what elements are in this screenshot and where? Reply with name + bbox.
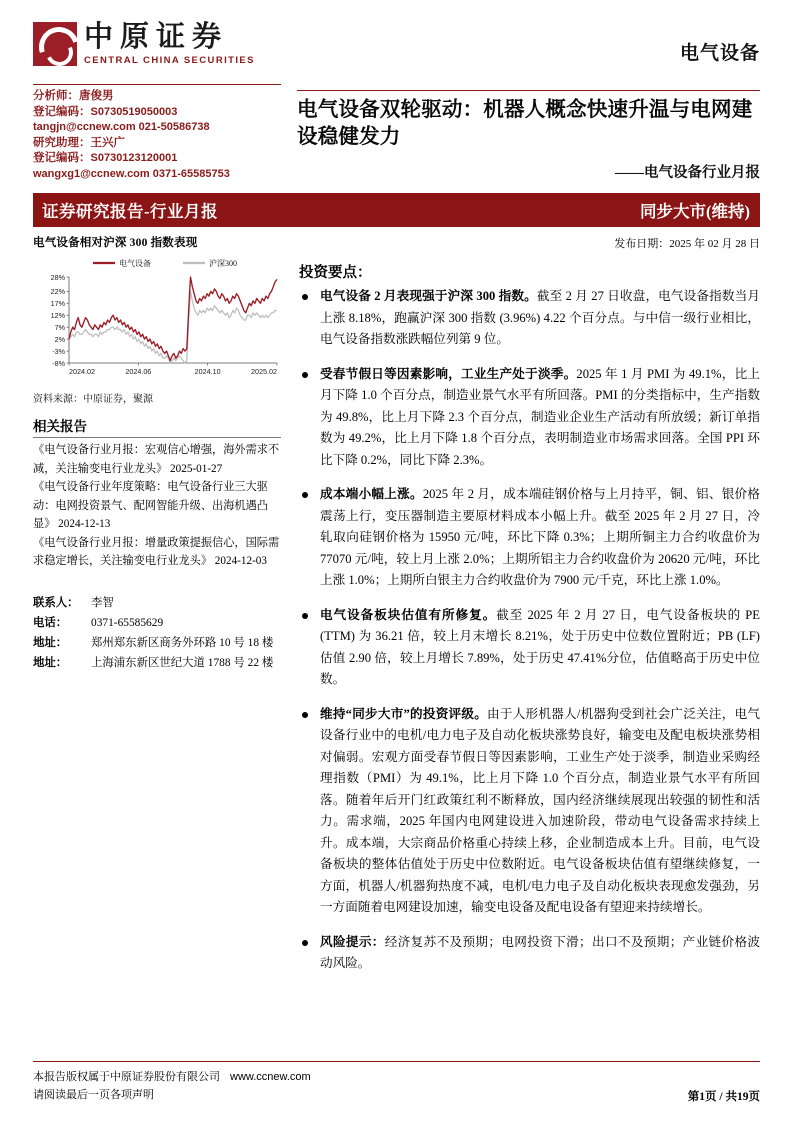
point-lead: 成本端小幅上涨。 (320, 487, 423, 501)
main-column (281, 234, 760, 988)
header-right (680, 22, 760, 65)
contact-phone-label: 电话： (33, 616, 68, 629)
point-body: 2025 年 1 月 PMI 为 49.1%，比上月下降 1.0 个百分点，制造业景气水平有所回落。PMI 的分类指标中，生产指数为 49.8%，比上月下降 2.3 个百分点，制造业企业生产活动有所放缓；新订单指数为 49.2%，比上月下降 1.8 个百分点，表明制造业市场需求回落。全国 PPI 环比下降 0.2%，同比下降 2.3%。 (320, 366, 760, 467)
contact-address2-label: 地址： (33, 656, 68, 669)
page-number: 第1页 / 共19页 (687, 1091, 760, 1103)
svg-text:22%: 22% (50, 287, 65, 297)
body-columns (33, 234, 760, 988)
contact-block (33, 593, 281, 673)
svg-text:12%: 12% (50, 311, 65, 321)
analyst-column (33, 84, 281, 182)
sidebar-column (33, 234, 281, 988)
svg-text:沪深300: 沪深300 (209, 259, 237, 268)
contact-phone-value: 0371-65585629 (91, 616, 164, 629)
svg-text:2024.10: 2024.10 (194, 367, 221, 376)
point-body: 经济复苏不及预期；电网投资下滑；出口不及预期；产业链价格波动风险。 (320, 934, 761, 970)
sector-tag: 电气设备 (679, 43, 760, 64)
point-lead: 维持“同步大市”的投资评级。 (320, 706, 488, 721)
performance-chart-svg (33, 253, 281, 383)
contact-person-row (33, 593, 281, 613)
list-item (299, 605, 760, 691)
list-item[interactable]: 《电气设备行业月报：增量政策提振信心，国际需求稳定增长，关注输变电行业龙头》 2024-12-03 (33, 536, 280, 567)
performance-chart (33, 253, 281, 388)
point-lead: 电气设备 2 月表现强于沪深 300 指数。 (320, 289, 537, 303)
page-subtitle: ——电气设备行业月报 (615, 165, 760, 181)
assistant-contact-row[interactable] (33, 167, 281, 183)
investment-points-heading: 投资要点： (299, 265, 372, 281)
list-item (299, 484, 760, 592)
analyst-name: 唐俊男 (79, 90, 114, 102)
assistant-label: 研究助理： (33, 136, 91, 149)
svg-text:2024.06: 2024.06 (125, 367, 152, 376)
analyst-contact-row[interactable] (33, 120, 281, 136)
svg-text:电气设备: 电气设备 (119, 259, 151, 268)
point-lead: 风险提示： (320, 934, 385, 949)
related-reports-list (33, 441, 281, 571)
logo-text-block (84, 20, 255, 66)
svg-text:2025.02: 2025.02 (251, 367, 277, 376)
analyst-info-block (33, 84, 281, 182)
analyst-code-value: S0730519050003 (90, 105, 178, 118)
publish-date: 发布日期：2025 年 02 月 28 日 (614, 238, 760, 250)
footer-disclaimer: 请阅读最后一页各项声明 (33, 1089, 154, 1101)
point-body: 2025 年 2 月，成本端硅钢价格与上月持平，铜、铝、银价格震荡上行，变压器制造主要原材料成本小幅上升。截至 2025 年 2 月 27 日，冷轧取向硅钢价格为 15950 元/吨，环比下降 0.3%；上期所铜主力合约收盘价为 77070 元/吨，较上月上涨 2.0%；上期所铝主力合约收盘价为 20620 元/吨，环比上涨 1.0%；上期所白银主力合约收盘价为 7900 元/千克，环比上涨 1.0%。 (320, 487, 761, 587)
list-item (299, 932, 760, 975)
banner-report-type: 证券研究报告-行业月报 (42, 202, 218, 221)
assistant-code-value: S0730123120001 (90, 152, 178, 164)
logo-swirl-icon (33, 22, 77, 66)
svg-text:7%: 7% (54, 322, 65, 332)
page-header (33, 0, 760, 84)
point-lead: 受春节假日等因素影响，工业生产处于淡季。 (320, 366, 577, 381)
svg-text:2024.02: 2024.02 (69, 367, 95, 376)
footer-copyright: 本报告版权属于中原证券股份有限公司 (33, 1071, 220, 1083)
analyst-code-label: 登记编码： (33, 105, 91, 118)
point-body: 由于人形机器人/机器狗受到社会广泛关注，电气设备行业中的电机/电力电子及自动化板块涨势良好，输变电及配电板块涨势相对偏弱。宏观方面受春节假日等因素影响，工业生产处于淡季，制造业采购经理指数（PMI）为 49.1%，比上月下降 1.0 个百分点，制造业景气水平有所回落。随着年后开门红政策红利不断释放，国内经济继续展现出较强的韧性和活力。需求端，2025 年国内电网建设进入加速阶段，带动电气设备需求持续上升。成本端，大宗商品价格重心持续上移，企业制造成本上升。目前，电气设备板块的整体估值处于历史中位数附近。电气设备板块估值有望继续修复，一方面，机器人/机器狗热度不减，电机/电力电子及自动化板块表现愈发强劲，另一方面随着电网建设加速，输变电设备及配电设备有望迎来持续增长。 (320, 706, 761, 914)
contact-address2-value: 上海浦东新区世纪大道 1788 号 22 楼 (91, 656, 274, 669)
chart-title: 电气设备相对沪深 300 指数表现 (33, 237, 198, 249)
footer-website[interactable]: www.ccnew.com (230, 1071, 311, 1083)
related-reports-divider (33, 437, 281, 438)
contact-person-value: 李智 (91, 596, 114, 609)
report-type-banner (33, 193, 760, 227)
analyst-email-phone[interactable]: tangjn@ccnew.com 021-50586738 (33, 121, 210, 133)
investment-points-list (299, 286, 760, 975)
analyst-label: 分析师： (33, 90, 79, 102)
page-footer (33, 1061, 760, 1104)
contact-address2-row (33, 653, 281, 673)
point-body: 截至 2 月 27 日收盘，电气设备指数当月上涨 8.18%，跑赢沪深 300 指数 (3.96%) 4.22 个百分点。与中信一级行业相比，电气设备指数涨跌幅位列第 9 位。 (320, 289, 761, 346)
contact-person-label: 联系人： (33, 596, 79, 609)
chart-source: 资料来源：中原证券，聚源 (33, 394, 153, 405)
list-item[interactable]: 《电气设备行业月报：宏观信心增强，海外需求不减，关注输变电行业龙头》 2025-01-27 (33, 444, 280, 475)
title-column (281, 84, 760, 182)
svg-text:17%: 17% (50, 299, 65, 309)
analyst-name-row (33, 89, 281, 105)
analyst-code-row (33, 105, 281, 121)
contact-phone-row (33, 613, 281, 633)
svg-text:-3%: -3% (52, 346, 65, 356)
assistant-code-label: 登记编码： (33, 152, 91, 164)
page-title: 电气设备双轮驱动：机器人概念快速升温与电网建设稳健发力 (297, 99, 753, 148)
footer-left (33, 1068, 311, 1104)
list-item[interactable]: 《电气设备行业年度策略：电气设备行业三大驱动：电网投资景气、配网智能升级、出海机遇凸显》 2024-12-13 (33, 481, 268, 530)
assistant-name-row (33, 136, 281, 152)
status-badge: 同步大市(维持) (640, 202, 750, 221)
company-logo (33, 22, 255, 66)
contact-address1-value: 郑州郑东新区商务外环路 10 号 18 楼 (91, 636, 274, 649)
logo-english-name: CENTRAL CHINA SECURITIES (84, 54, 255, 66)
svg-text:-8%: -8% (52, 358, 65, 368)
list-item (299, 704, 760, 919)
contact-address1-label: 地址： (33, 636, 68, 649)
contact-address1-row (33, 633, 281, 653)
assistant-email-phone[interactable]: wangxg1@ccnew.com 0371-65585753 (33, 167, 230, 180)
point-lead: 电气设备板块估值有所修复。 (320, 607, 497, 622)
assistant-name: 王兴广 (90, 136, 125, 149)
footer-inner (33, 1062, 760, 1104)
top-columns (33, 84, 760, 182)
related-reports-heading: 相关报告 (33, 419, 87, 434)
svg-text:28%: 28% (50, 272, 65, 282)
point-body: 截至 2025 年 2 月 27 日，电气设备板块的 PE (TTM) 为 36.21 倍，较上月末增长 8.21%，处于历史中位数位置附近；PB (LF) 估值 2.90 倍，较上月增长 7.89%，处于历史 47.41%分位，估值略高于历史中位数。 (320, 607, 761, 686)
list-item (299, 364, 760, 472)
logo-chinese-name: 中原证券 (84, 20, 229, 53)
assistant-code-row (33, 151, 281, 167)
footer-copyright-row (33, 1068, 311, 1086)
svg-text:2%: 2% (54, 334, 65, 344)
list-item (299, 286, 760, 351)
